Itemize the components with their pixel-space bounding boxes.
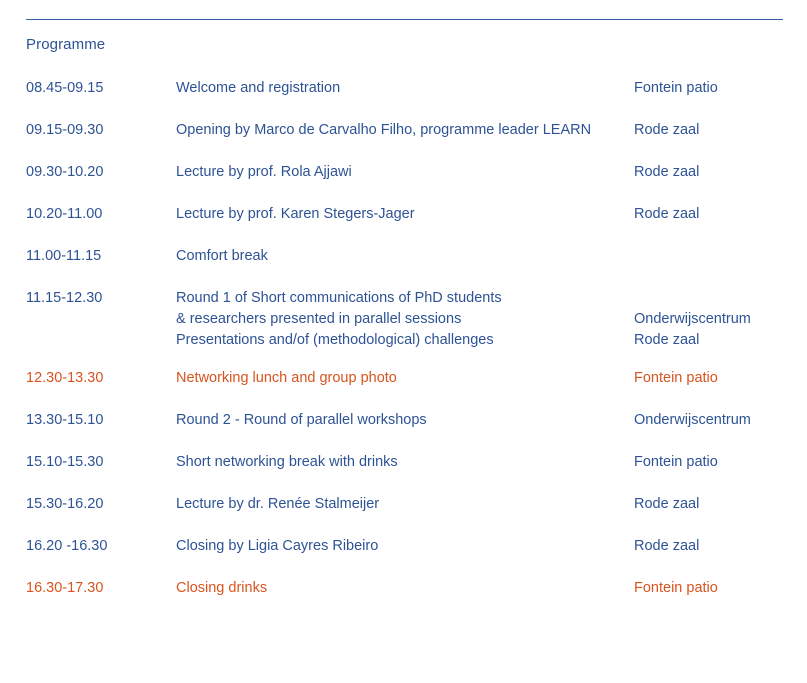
row-location bbox=[634, 569, 807, 611]
row-location-line: Rode zaal bbox=[634, 164, 700, 180]
row-description bbox=[176, 443, 634, 485]
row-location-line: Rode zaal bbox=[634, 122, 700, 138]
row-time: 08.45-09.15 bbox=[26, 80, 104, 96]
row-location-line: Rode zaal bbox=[634, 332, 700, 348]
row-time: 11.15-12.30 bbox=[26, 290, 103, 306]
row-description-line: Presentations and/of (methodological) challenges bbox=[176, 332, 494, 348]
row-description-line: Closing drinks bbox=[176, 580, 268, 596]
row-location-line: Rode zaal bbox=[634, 496, 700, 512]
row-location-line: Fontein patio bbox=[634, 370, 718, 386]
page-title: Programme bbox=[26, 36, 106, 53]
table-row bbox=[0, 237, 807, 279]
row-time: 15.10-15.30 bbox=[26, 454, 104, 470]
row-location-line bbox=[634, 288, 807, 309]
row-description bbox=[176, 237, 634, 279]
row-location-line: Rode zaal bbox=[634, 206, 700, 222]
table-row bbox=[0, 195, 807, 237]
row-description-line: Networking lunch and group photo bbox=[176, 370, 397, 386]
row-time: 11.00-11.15 bbox=[26, 248, 102, 264]
row-description-line: Lecture by dr. Renée Stalmeijer bbox=[176, 496, 380, 512]
table-row bbox=[0, 279, 807, 359]
row-time: 16.30-17.30 bbox=[26, 580, 104, 596]
row-description-line: Lecture by prof. Rola Ajjawi bbox=[176, 164, 352, 180]
row-description bbox=[176, 485, 634, 527]
row-location-line: Rode zaal bbox=[634, 538, 700, 554]
row-time: 16.20 -16.30 bbox=[26, 538, 108, 554]
row-description bbox=[176, 359, 634, 401]
programme-content bbox=[0, 36, 807, 611]
table-row bbox=[0, 485, 807, 527]
row-time: 12.30-13.30 bbox=[26, 370, 104, 386]
row-location bbox=[634, 401, 807, 443]
row-description bbox=[176, 153, 634, 195]
row-location-line: Fontein patio bbox=[634, 80, 718, 96]
row-description-line: Welcome and registration bbox=[176, 80, 341, 96]
row-location-line: Fontein patio bbox=[634, 580, 718, 596]
row-time: 15.30-16.20 bbox=[26, 496, 104, 512]
programme-table bbox=[0, 69, 807, 611]
table-row bbox=[0, 69, 807, 111]
row-location bbox=[634, 153, 807, 195]
row-location bbox=[634, 237, 807, 279]
row-description bbox=[176, 401, 634, 443]
row-description-line: Comfort break bbox=[176, 248, 268, 264]
row-description-line: Opening by Marco de Carvalho Filho, programme leader LEARN bbox=[176, 122, 592, 138]
row-location bbox=[634, 359, 807, 401]
row-description bbox=[176, 69, 634, 111]
header-divider bbox=[26, 19, 783, 20]
row-description-line: Closing by Ligia Cayres Ribeiro bbox=[176, 538, 379, 554]
table-row bbox=[0, 527, 807, 569]
row-location bbox=[634, 195, 807, 237]
row-description bbox=[176, 279, 634, 359]
row-location bbox=[634, 527, 807, 569]
row-location bbox=[634, 443, 807, 485]
row-description-line: Lecture by prof. Karen Stegers-Jager bbox=[176, 206, 415, 222]
row-description bbox=[176, 111, 634, 153]
row-time: 10.20-11.00 bbox=[26, 206, 103, 222]
row-time: 13.30-15.10 bbox=[26, 412, 104, 428]
table-row bbox=[0, 401, 807, 443]
row-location bbox=[634, 485, 807, 527]
table-row bbox=[0, 153, 807, 195]
row-location bbox=[634, 69, 807, 111]
row-location bbox=[634, 279, 807, 359]
table-row bbox=[0, 443, 807, 485]
row-description bbox=[176, 569, 634, 611]
row-location bbox=[634, 111, 807, 153]
row-description-line: Round 2 - Round of parallel workshops bbox=[176, 412, 427, 428]
row-description bbox=[176, 195, 634, 237]
row-time: 09.15-09.30 bbox=[26, 122, 104, 138]
table-row bbox=[0, 569, 807, 611]
row-location-line: Fontein patio bbox=[634, 454, 718, 470]
row-location-line: Onderwijscentrum bbox=[634, 412, 751, 428]
row-description-line: Round 1 of Short communications of PhD students bbox=[176, 290, 502, 306]
programme-table-body bbox=[0, 69, 807, 611]
table-row bbox=[0, 111, 807, 153]
row-description-line: & researchers presented in parallel sessions bbox=[176, 311, 462, 327]
row-time: 09.30-10.20 bbox=[26, 164, 104, 180]
table-row bbox=[0, 359, 807, 401]
row-description bbox=[176, 527, 634, 569]
row-description-line: Short networking break with drinks bbox=[176, 454, 398, 470]
row-location-line: Onderwijscentrum bbox=[634, 311, 751, 327]
